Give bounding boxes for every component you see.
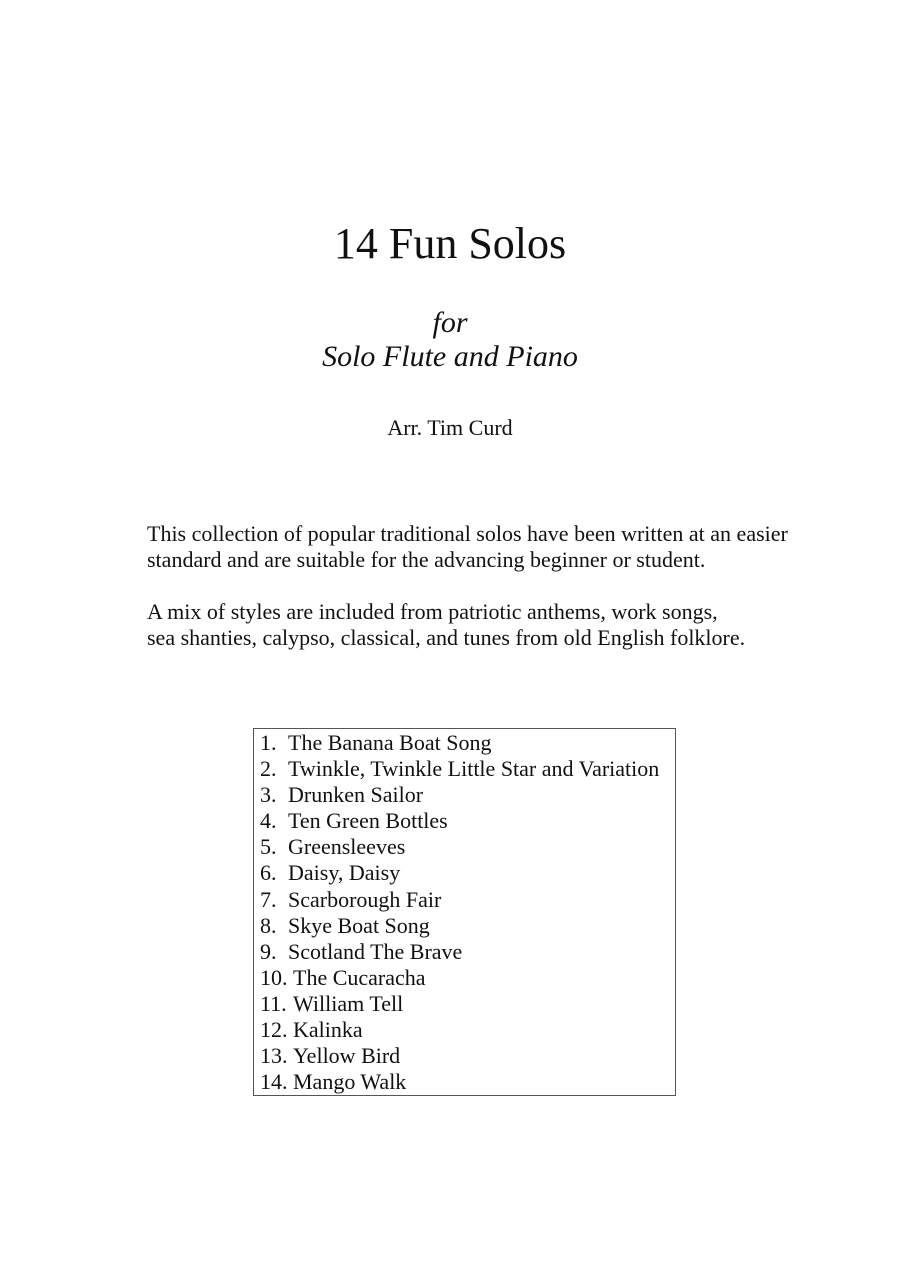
intro-paragraph-line: standard and are suitable for the advancing beginner or student. [147,547,706,572]
list-item [260,782,675,808]
item-number: 9. [260,938,277,964]
item-number: 3. [260,782,277,808]
intro-paragraph [147,521,847,573]
list-item [260,939,675,965]
item-number: 14. [260,1069,288,1095]
intro-paragraph-line: This collection of popular traditional solos have been written at an easier [147,521,788,546]
list-item [260,860,675,886]
list-item [260,1043,675,1069]
item-title: Mango Walk [293,1069,407,1095]
item-title: Twinkle, Twinkle Little Star and Variation [288,756,660,782]
item-number: 1. [260,730,277,755]
item-title: Scotland The Brave [288,938,463,964]
item-number: 7. [260,886,277,912]
list-item [260,730,675,756]
item-title: Ten Green Bottles [288,808,448,834]
item-title: Daisy, Daisy [288,860,401,886]
item-number: 4. [260,808,277,834]
item-title: Yellow Bird [293,1043,401,1069]
list-item [260,1017,675,1043]
item-number: 8. [260,912,277,938]
item-number: 2. [260,756,277,782]
item-title: Drunken Sailor [288,782,424,808]
item-number: 11. [260,990,287,1016]
item-number: 13. [260,1043,288,1069]
item-title: The Cucaracha [293,964,426,990]
list-item [260,808,675,834]
item-title: The Banana Boat Song [288,730,492,755]
subtitle-for: for [432,306,468,339]
item-number: 12. [260,1017,288,1043]
list-item [260,965,675,991]
list-item [260,756,675,782]
styles-paragraph [147,599,847,651]
document-title: 14 Fun Solos [333,219,567,268]
item-title: Skye Boat Song [288,912,430,938]
item-title: Greensleeves [288,834,406,860]
list-item [260,834,675,860]
list-item [260,913,675,939]
item-number: 6. [260,860,277,886]
styles-paragraph-line: A mix of styles are included from patriotic anthems, work songs, [147,599,718,624]
item-number: 10. [260,964,288,990]
subtitle-instrumentation: Solo Flute and Piano [322,340,578,373]
list-item [260,887,675,913]
item-number: 5. [260,834,277,860]
list-item [260,1069,675,1095]
styles-paragraph-line: sea shanties, calypso, classical, and tunes from old English folklore. [147,625,746,650]
arranger-credit: Arr. Tim Curd [387,415,513,440]
item-title: William Tell [293,990,404,1016]
list-item [260,991,675,1017]
item-title: Scarborough Fair [288,886,442,912]
contents-list [253,728,676,1096]
item-title: Kalinka [293,1017,363,1043]
